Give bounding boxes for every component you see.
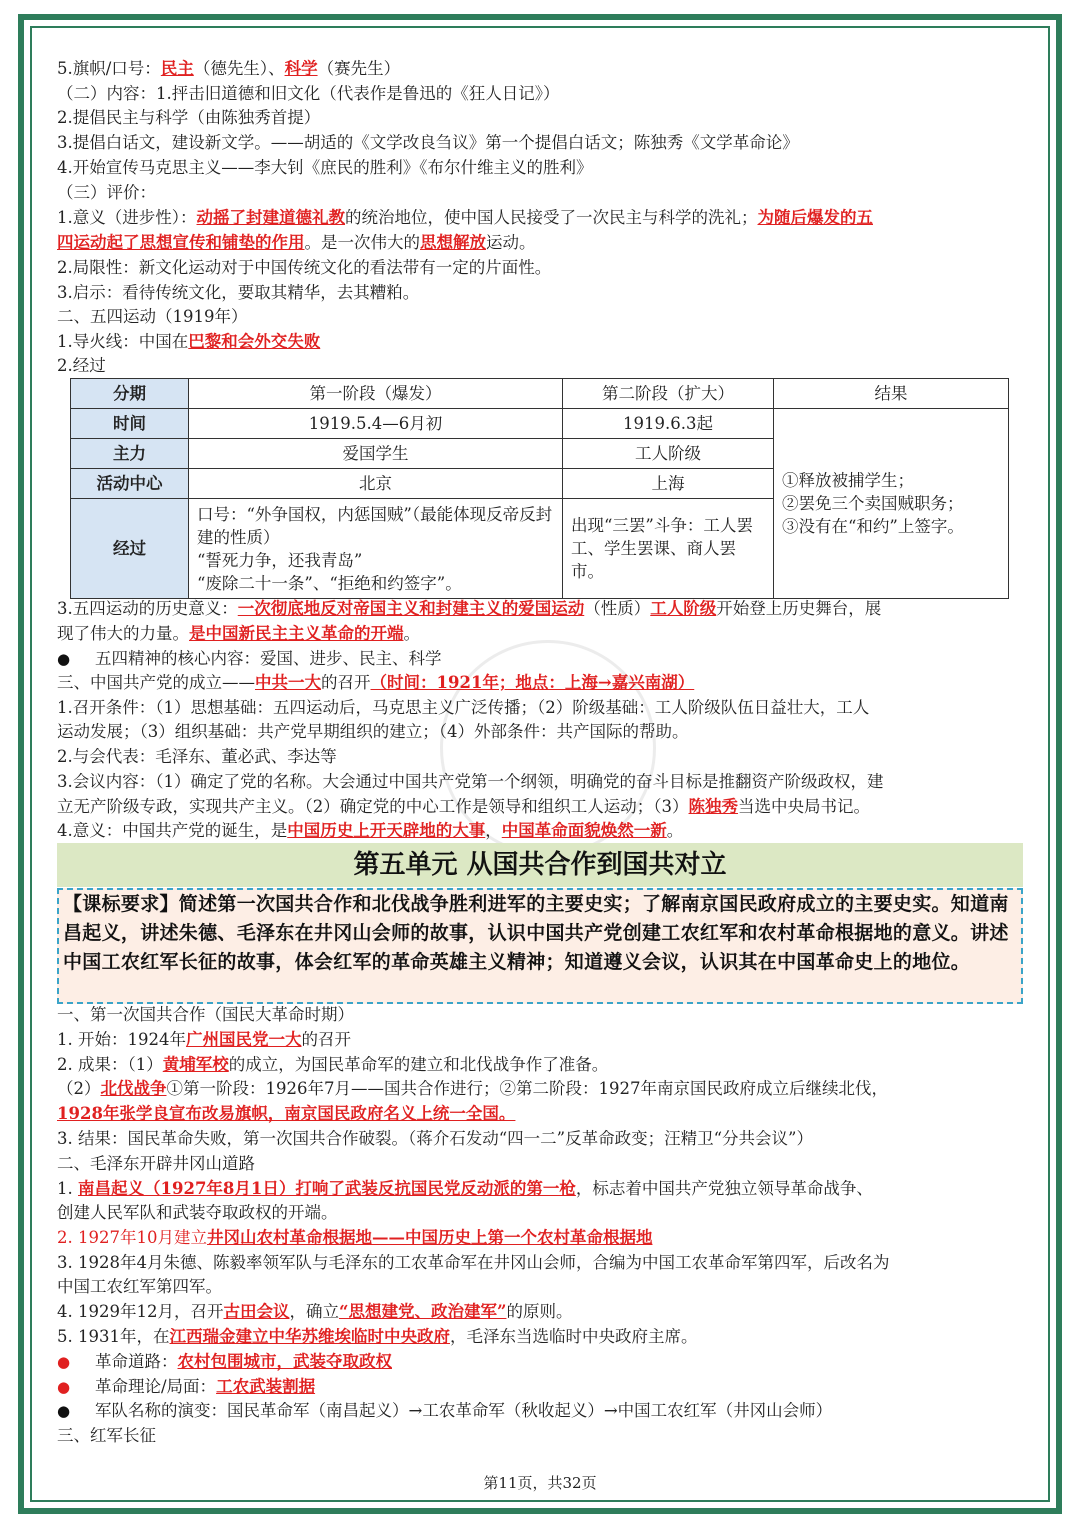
table-header: 结果 [774, 379, 1009, 409]
section-heading: （三）评价： [57, 183, 156, 202]
bullet-line: ● 五四精神的核心内容：爱国、进步、民主、科学 [57, 649, 442, 668]
table-row-label: 经过 [71, 499, 189, 599]
table-cell: 出现“三罢”斗争：工人罢工、学生罢课、商人罢市。 [563, 499, 774, 599]
text-line: 3. 1928年4月朱德、陈毅率领军队与毛泽东的工农革命军在井冈山会师，合编为中国工农革命军第四军，后改名为 [57, 1253, 890, 1272]
unit-title: 第五单元 从国共合作到国共对立 [57, 843, 1023, 887]
text-line: 3.启示：看待传统文化，要取其精华，去其糟粕。 [57, 283, 420, 302]
text-line: 2.局限性：新文化运动对于中国传统文化的看法带有一定的片面性。 [57, 258, 552, 277]
text-line: 四运动起了思想宣传和铺垫的作用。是一次伟大的思想解放运动。 [57, 233, 536, 252]
text-line: 4.开始宣传马克思主义——李大钊《庶民的胜利》《布尔什维主义的胜利》 [57, 158, 593, 177]
section-heading: 三、中国共产党的成立——中共一大的召开（时间：1921年；地点：上海→嘉兴南湖） [57, 673, 695, 692]
text-line: 3.五四运动的历史意义：一次彻底地反对帝国主义和封建主义的爱国运动（性质）工人阶级开始登上历史舞台，展 [57, 599, 882, 618]
text-line: 3.会议内容：（1）确定了党的名称。大会通过中国共产党第一个纲领，明确党的奋斗目标是推翻资产阶级政权，建 [57, 772, 884, 791]
text-line: 1928年张学良宣布改易旗帜，南京国民政府名义上统一全国。 [57, 1104, 516, 1123]
text-line: 2.与会代表：毛泽东、董必武、李达等 [57, 747, 337, 766]
section-heading: 三、红军长征 [57, 1426, 156, 1445]
table-cell: 北京 [189, 469, 563, 499]
text-line: 1. 开始：1924年广州国民党一大的召开 [57, 1030, 351, 1049]
table-header: 分期 [71, 379, 189, 409]
table-cell: 口号：“外争国权，内惩国贼”（最能体现反帝反封建的性质） “誓死力争，还我青岛” “废除二十一条”、“拒绝和约签字”。 [189, 499, 563, 599]
text-line: 1.召开条件：（1）思想基础：五四运动后，马克思主义广泛传播；（2）阶级基础：工人阶级队伍日益壮大，工人 [57, 698, 870, 717]
section-heading: 二、毛泽东开辟井冈山道路 [57, 1154, 255, 1173]
page-footer: 第11页，共32页 [483, 1474, 597, 1492]
bullet-icon: ● [57, 1353, 71, 1371]
table-result-cell: ①释放被捕学生； ②罢免三个卖国贼职务； ③没有在“和约”上签字。 [774, 409, 1009, 599]
table-header: 第二阶段（扩大） [563, 379, 774, 409]
text-line: 4. 1929年12月，召开古田会议，确立“思想建党、政治建军”的原则。 [57, 1302, 573, 1321]
bullet-line: ● 革命理论/局面：工农武装割据 [57, 1377, 316, 1396]
table-cell: 上海 [563, 469, 774, 499]
text-line: 中国工农红军第四军。 [57, 1277, 222, 1296]
text-line: 2.提倡民主与科学（由陈独秀首提） [57, 108, 321, 127]
table-cell: 爱国学生 [189, 439, 563, 469]
text-line: 1. 南昌起义（1927年8月1日）打响了武装反抗国民党反动派的第一枪，标志着中国共产党独立领导革命战争、 [57, 1179, 873, 1198]
text-line: 现了伟大的力量。是中国新民主主义革命的开端。 [57, 624, 420, 643]
text-line: 3. 结果：国民革命失败，第一次国共合作破裂。（蒋介石发动“四一二”反革命政变；汪精卫“分共会议”） [57, 1129, 813, 1148]
table-row-label: 时间 [71, 409, 189, 439]
text-line: 1.导火线：中国在巴黎和会外交失败 [57, 332, 321, 351]
table-cell: 1919.5.4—6月初 [189, 409, 563, 439]
table-cell: 1919.6.3起 [563, 409, 774, 439]
text-line: 5. 1931年，在江西瑞金建立中华苏维埃临时中央政府，毛泽东当选临时中央政府主席。 [57, 1327, 698, 1346]
table-cell: 工人阶级 [563, 439, 774, 469]
text-line: 创建人民军队和武装夺取政权的开端。 [57, 1203, 338, 1222]
bullet-icon: ● [57, 650, 71, 668]
text-line: 5.旗帜/口号：民主（德先生）、科学（赛先生） [57, 59, 401, 78]
text-line: 运动发展；（3）组织基础：共产党早期组织的建立；（4）外部条件：共产国际的帮助。 [57, 722, 689, 741]
text-line: 2. 1927年10月建立井冈山农村革命根据地——中国历史上第一个农村革命根据地 [57, 1228, 653, 1247]
text-line: 4.意义：中国共产党的诞生，是中国历史上开天辟地的大事，中国革命面貌焕然一新。 [57, 821, 684, 840]
text-line: 2.经过 [57, 356, 106, 375]
bullet-icon: ● [57, 1402, 71, 1420]
bullet-icon: ● [57, 1378, 71, 1396]
table-row-label: 主力 [71, 439, 189, 469]
bullet-line: ● 革命道路：农村包围城市，武装夺取政权 [57, 1352, 392, 1371]
text-line: （二）内容：1.抨击旧道德和旧文化（代表作是鲁迅的《狂人日记》） [57, 84, 560, 103]
section-heading: 一、第一次国共合作（国民大革命时期） [57, 1005, 354, 1024]
curriculum-requirements-box: 【课标要求】简述第一次国共合作和北伐战争胜利进军的主要史实；了解南京国民政府成立的主要史实。知道南昌起义，讲述朱德、毛泽东在井冈山会师的故事，认识中国共产党创建工农红军和农村革命根据地的意义。讲述中国工农红军长征的故事，体会红军的革命英雄主义精神；知道遵义会议，认识其在中国革命史上的地位。 [57, 888, 1023, 1004]
table-header: 第一阶段（爆发） [189, 379, 563, 409]
bullet-line: ● 军队名称的演变：国民革命军（南昌起义）→工农革命军（秋收起义）→中国工农红军（井冈山会师） [57, 1401, 833, 1420]
may-fourth-table [70, 378, 1009, 599]
text-line: 2. 成果：（1）黄埔军校的成立，为国民革命军的建立和北伐战争作了准备。 [57, 1055, 609, 1074]
text-line: 1.意义（进步性）：动摇了封建道德礼教的统治地位，使中国人民接受了一次民主与科学的洗礼；为随后爆发的五 [57, 208, 873, 227]
text-line: （2）北伐战争①第一阶段：1926年7月——国共合作进行；②第二阶段：1927年南京国民政府成立后继续北伐， [57, 1079, 888, 1098]
table-row-label: 活动中心 [71, 469, 189, 499]
section-heading: 二、五四运动（1919年） [57, 307, 248, 326]
text-line: 3.提倡白话文，建设新文学。——胡适的《文学改良刍议》第一个提倡白话文；陈独秀《文学革命论》 [57, 133, 799, 152]
text-line: 立无产阶级专政，实现共产主义。（2）确定党的中心工作是领导和组织工人运动；（3）陈独秀当选中央局书记。 [57, 797, 870, 816]
